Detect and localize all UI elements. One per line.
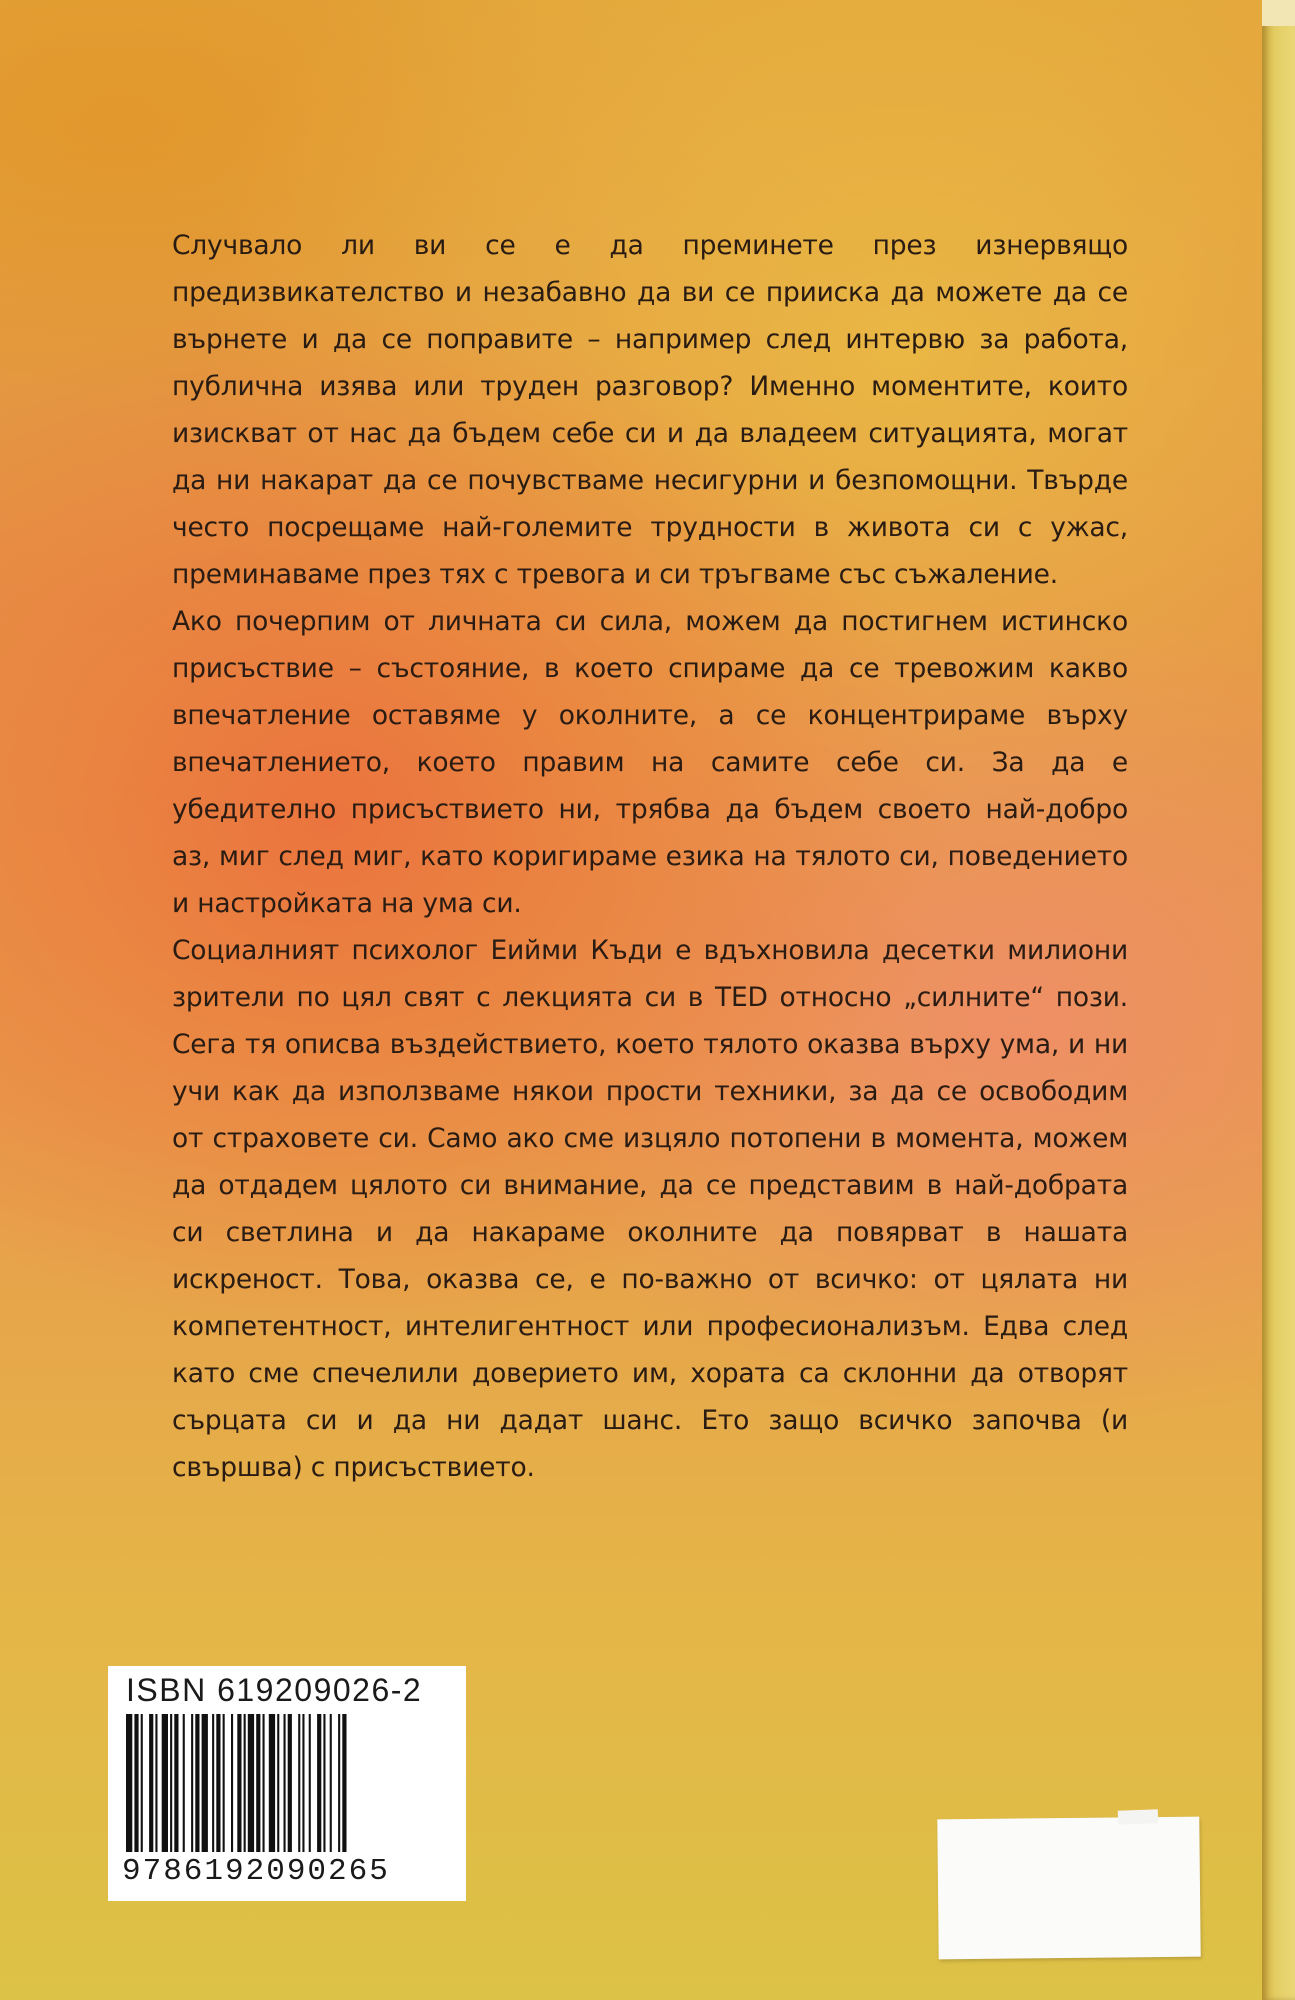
barcode-bar — [170, 1714, 172, 1852]
isbn-barcode-label — [108, 1666, 466, 1901]
barcode-bar — [263, 1714, 265, 1852]
isbn-number: ISBN 619209026-2 — [126, 1672, 423, 1708]
barcode-bar — [149, 1714, 153, 1852]
barcode-bar — [298, 1714, 300, 1852]
barcode-bar — [191, 1714, 193, 1852]
barcode-bar — [269, 1714, 275, 1852]
barcode-bar — [141, 1714, 143, 1852]
barcode-bar — [317, 1714, 321, 1852]
barcode-bar — [162, 1714, 168, 1852]
barcode-bar — [231, 1714, 233, 1852]
blurb-paragraph-1: Случвало ли ви се е да преминете през изнервящо предизвикателство и незабавно да ви се приискa да можете да се върнете и да се поправите – например след интервю за работа, публична изява или труден разговор? Именно моментите, които изискват от нас да бъдем себе си и да владеем ситуацията, могат да ни накарат да се почувстваме несигурни и безпомощни. Твърде често посрещаме най-големите трудности в живота си с ужас, преминаваме през тях с тревога и си тръгваме със съжаление. — [172, 230, 1128, 590]
barcode-bar — [134, 1714, 138, 1852]
barcode-bar — [284, 1714, 286, 1852]
back-cover-blurb — [172, 222, 1128, 1491]
barcode-bar — [342, 1714, 346, 1852]
page-corner — [1262, 0, 1295, 26]
barcode-bar — [237, 1714, 241, 1852]
barcode-bar — [288, 1714, 292, 1852]
barcode-bar — [338, 1714, 340, 1852]
price-sticker — [937, 1817, 1200, 1960]
ean-digits: 9786192090265 — [122, 1854, 390, 1889]
barcode-bar — [183, 1714, 185, 1852]
blurb-paragraph-3: Социалният психолог Еийми Къди е вдъхновила десетки милиони зрители по цял свят с лекцията си в TED относно „силните“ пози. Сега тя описва въздействието, което тялото оказва върху ума, и ни учи как да използваме някои прости техники, за да се освободим от страховете си. Само ако сме изцяло потопени в момента, можем да отдадем цялото си внимание, да се представим в най-добрата си светлина и да накараме околните да повярват в нашата искреност. Това, оказва се, е по-важно от всичко: от цялата ни компетентност, интелигентност или професионализъм. Едва след като сме спечелили доверието им, хората са склонни да отворят сърцата си и да ни дадат шанс. Ето защо всичко започва (и свършва) с присъствието. — [172, 935, 1128, 1483]
barcode-bar — [202, 1714, 208, 1852]
barcode-bar — [223, 1714, 225, 1852]
barcode-bar — [248, 1714, 254, 1852]
barcode-bar — [212, 1714, 214, 1852]
barcode-bar — [155, 1714, 157, 1852]
price-sticker-fold — [1118, 1809, 1158, 1824]
barcode-bar — [323, 1714, 325, 1852]
barcode-icon — [122, 1714, 452, 1854]
barcode-bar — [309, 1714, 311, 1852]
barcode-bar — [195, 1714, 199, 1852]
barcode-bar — [216, 1714, 220, 1852]
book-spine-edge — [1262, 0, 1295, 2000]
barcode-bar — [277, 1714, 279, 1852]
barcode-bar — [302, 1714, 304, 1852]
barcode-bar — [330, 1714, 332, 1852]
blurb-paragraph-2: Ако почерпим от личната си сила, можем да постигнем истинско присъствие – състояние, в което спираме да се тревожим какво впечатление оставяме у околните, а се концентрираме върху впечатлението, което правим на самите себе си. За да е убедително присъствието ни, трябва да бъдем своето най-добро аз, миг след миг, като коригираме езика на тялото си, поведението и настройката на ума си. — [172, 606, 1128, 919]
barcode-bar — [256, 1714, 260, 1852]
barcode-bar — [244, 1714, 246, 1852]
barcode-bar — [174, 1714, 178, 1852]
barcode-bar — [126, 1714, 132, 1852]
